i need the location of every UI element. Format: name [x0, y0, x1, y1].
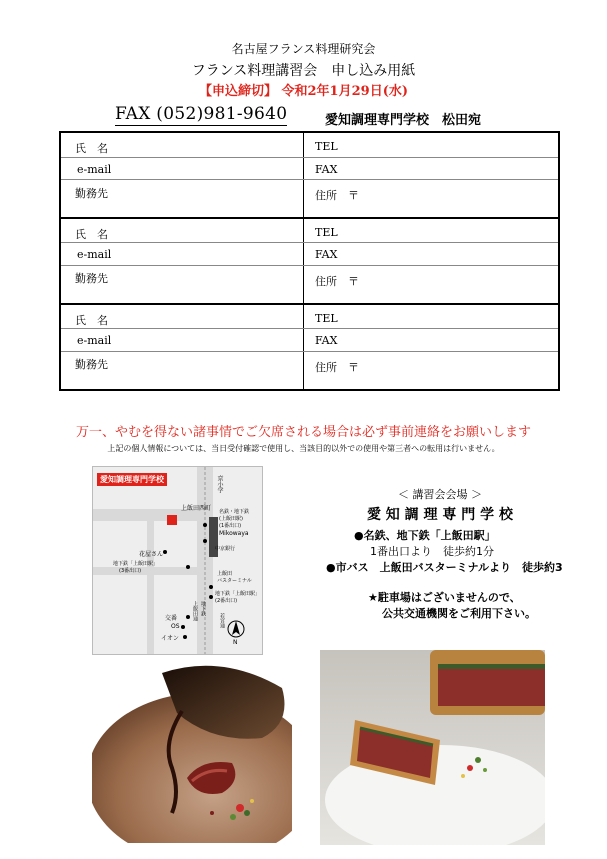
address-label: 住所 〒 [315, 275, 359, 288]
map-label-subway-exit3 [113, 561, 158, 575]
applicant-block-1 [61, 133, 558, 217]
tel-label: TEL [315, 312, 338, 325]
name-label: 氏 名 [75, 142, 108, 155]
food-photo-pate-drawing [320, 650, 545, 845]
food-photo-beef [92, 663, 292, 843]
name-label: 氏 名 [75, 228, 108, 241]
fax-label: FAX [315, 334, 338, 347]
map-label-kamiiida: 上飯田 [217, 571, 233, 577]
email-label: e-mail [77, 163, 112, 176]
map-label-subway2-name: 地下鉄「上飯田駅」 [215, 591, 261, 597]
map-label-kamiiida-west: 上飯田西町 [181, 505, 212, 512]
name-label: 氏 名 [75, 314, 108, 327]
parking-note-2: 公共交通機関をご利用下さい。 [382, 607, 536, 620]
company-label: 勤務先 [75, 187, 108, 200]
map-label-bus-terminal [217, 571, 252, 585]
applicant-block-3 [61, 303, 558, 391]
map-label-meitetsu-line1: 名鉄・地下鉄 [219, 509, 250, 515]
fax-number: FAX (052)981-9640 [115, 104, 288, 124]
map-label-meitetsu-line2: (上飯田駅) [219, 516, 243, 522]
venue-access-line2: 1番出口より 徒歩約1分 [370, 545, 494, 558]
map-label-subway-name: 地下鉄「上飯田駅」 [113, 561, 159, 567]
venue-access-line1: ●名鉄、地下鉄「上飯田駅」 [354, 529, 496, 542]
map-label-exit3: (3番出口) [119, 568, 142, 574]
map-label-bus: バスターミナル [217, 578, 252, 584]
email-label: e-mail [77, 248, 112, 261]
address-label: 住所 〒 [315, 189, 359, 202]
address-label: 住所 〒 [315, 361, 359, 374]
map-label-kyoko: 京小学 [216, 475, 223, 493]
map-label-exit2: (2番出口) [215, 598, 238, 604]
map-label-mikowaya: Mikowaya [219, 530, 249, 537]
organizer-name: 名古屋フランス料理研究会 [231, 42, 376, 56]
venue-info [310, 486, 570, 621]
food-photo-beef-drawing [92, 663, 292, 843]
north-label: N [233, 639, 238, 646]
map-label-hanaya: 花屋さん [139, 551, 164, 558]
map-label-road: 上飯田通 [192, 601, 198, 621]
map-label-road-subway: 地下鉄 [200, 601, 206, 616]
deadline: 【申込締切】 令和2年1月29日(水) [198, 84, 408, 99]
venue-school: 愛 知 調 理 専 門 学 校 [366, 507, 514, 523]
food-photo-pate [320, 650, 545, 845]
company-label: 勤務先 [75, 358, 108, 371]
page-title: フランス料理講習会 申し込み用紙 [191, 63, 416, 79]
map-label-meitetsu [219, 509, 249, 537]
map-label-bank: 中京銀行 [215, 546, 236, 552]
venue-heading: ＜ 講習会会場 ＞ [398, 488, 482, 501]
fax-label: FAX [315, 248, 338, 261]
map-label-aeon: イオン [161, 635, 179, 642]
tel-label: TEL [315, 226, 338, 239]
map-label-subway-exit2 [215, 591, 260, 605]
email-label: e-mail [77, 334, 112, 347]
tel-label: TEL [315, 140, 338, 153]
addressee: 愛知調理専門学校 松田宛 [325, 113, 482, 128]
application-form [59, 131, 560, 391]
privacy-note: 上記の個人情報については、当日受付確認で使用し、当該目的以外での使用や第三者への転用は行いません。 [107, 444, 500, 453]
absence-warning: 万一、やむを得ない諸事情でご欠席される場合は必ず事前連絡をお願いします [75, 425, 531, 440]
map-label-meitetsu-line3: (1番出口) [219, 523, 242, 529]
company-label: 勤務先 [75, 272, 108, 285]
fax-label: FAX [315, 163, 338, 176]
map-label-os: OS [171, 623, 180, 630]
map-label-wakamiya: 若宮通 [219, 613, 225, 628]
map-label-koban: 交番 [165, 615, 178, 622]
applicant-block-2 [61, 217, 558, 305]
school-map-label: 愛知調理専門学校 [97, 473, 167, 486]
venue-access-line3: ●市バス 上飯田バスターミナルより 徒歩約3 [326, 561, 563, 574]
parking-note-1: ★駐車場はございませんので、 [368, 591, 521, 604]
access-map [92, 466, 263, 655]
